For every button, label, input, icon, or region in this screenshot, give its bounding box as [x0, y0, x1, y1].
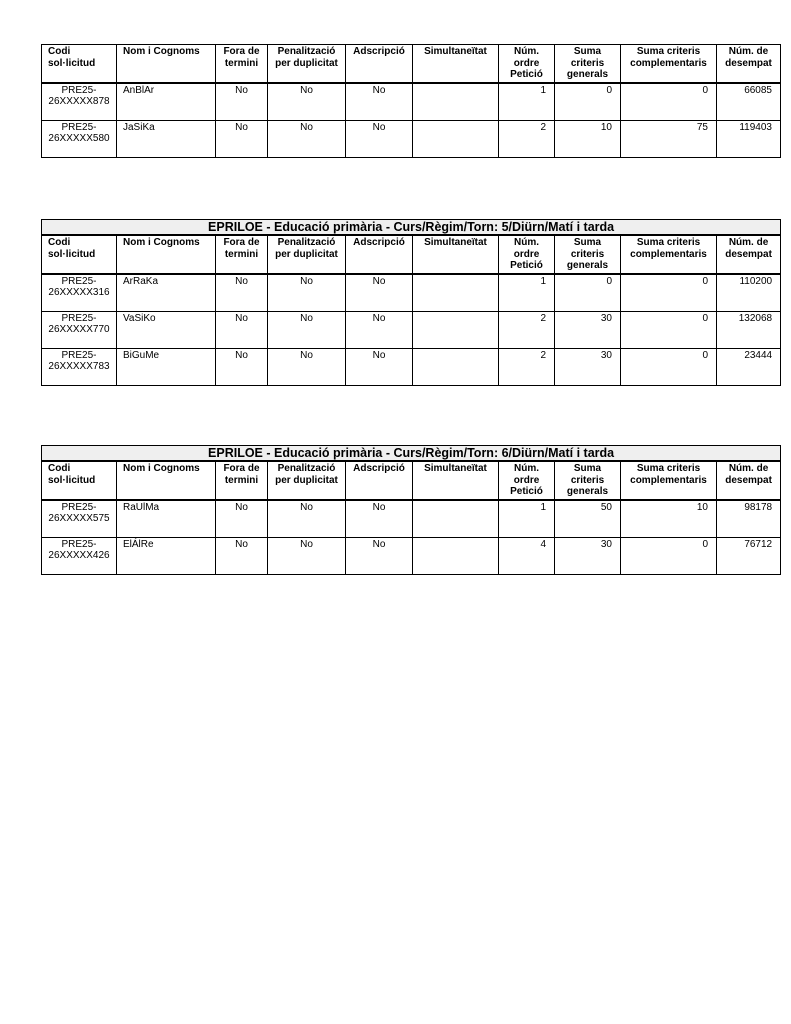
header-row [42, 45, 781, 83]
cell-codi: PRE25-26XXXXX580 [42, 120, 117, 157]
cell-ordre: 4 [499, 537, 555, 574]
cell-adscripcio: No [346, 537, 413, 574]
cell-suma-gen: 30 [555, 348, 621, 385]
cell-desempat: 23444 [717, 348, 781, 385]
cell-penal: No [268, 311, 346, 348]
table-row [42, 311, 781, 348]
cell-penal: No [268, 500, 346, 538]
cell-fora: No [216, 500, 268, 538]
col-header-penal: Penalització per duplicitat [268, 45, 346, 83]
cell-codi: PRE25-26XXXXX316 [42, 274, 117, 312]
col-header-desempat: Núm. de desempat [717, 45, 781, 83]
col-header-suma-gen: Suma criteris generals [555, 461, 621, 500]
cell-codi: PRE25-26XXXXX770 [42, 311, 117, 348]
cell-simult [413, 348, 499, 385]
col-header-ordre: Núm. ordre Petició [499, 235, 555, 274]
cell-ordre: 2 [499, 348, 555, 385]
applicants-table-curs-5 [41, 219, 781, 386]
cell-penal: No [268, 83, 346, 121]
cell-desempat: 132068 [717, 311, 781, 348]
table-title-row [42, 220, 781, 236]
cell-codi: PRE25-26XXXXX575 [42, 500, 117, 538]
cell-codi: PRE25-26XXXXX783 [42, 348, 117, 385]
cell-penal: No [268, 120, 346, 157]
cell-nom: JaSiKa [117, 120, 216, 157]
table-row [42, 83, 781, 121]
applicants-table-continued [41, 44, 781, 158]
col-header-adscripcio: Adscripció [346, 461, 413, 500]
col-header-codi: Codi sol·licitud [42, 45, 117, 83]
cell-ordre: 1 [499, 274, 555, 312]
col-header-suma-comp: Suma criteris complementaris [621, 45, 717, 83]
col-header-desempat: Núm. de desempat [717, 461, 781, 500]
cell-desempat: 66085 [717, 83, 781, 121]
cell-desempat: 110200 [717, 274, 781, 312]
col-header-simult: Simultaneïtat [413, 235, 499, 274]
col-header-nom: Nom i Cognoms [117, 235, 216, 274]
table-title: EPRILOE - Educació primària - Curs/Règim/Torn: 5/Diürn/Matí i tarda [42, 220, 781, 236]
table-row [42, 120, 781, 157]
cell-suma-gen: 30 [555, 311, 621, 348]
cell-nom: BiGuMe [117, 348, 216, 385]
col-header-penal: Penalització per duplicitat [268, 235, 346, 274]
applicants-table-curs-6 [41, 445, 781, 575]
cell-nom: VaSiKo [117, 311, 216, 348]
col-header-suma-gen: Suma criteris generals [555, 235, 621, 274]
table-row [42, 274, 781, 312]
cell-ordre: 1 [499, 500, 555, 538]
cell-simult [413, 83, 499, 121]
cell-adscripcio: No [346, 311, 413, 348]
col-header-ordre: Núm. ordre Petició [499, 45, 555, 83]
cell-penal: No [268, 537, 346, 574]
cell-simult [413, 537, 499, 574]
cell-ordre: 2 [499, 120, 555, 157]
table-row [42, 500, 781, 538]
header-row [42, 461, 781, 500]
cell-nom: ArRaKa [117, 274, 216, 312]
cell-suma-comp: 0 [621, 537, 717, 574]
cell-nom: RaUlMa [117, 500, 216, 538]
cell-suma-gen: 50 [555, 500, 621, 538]
cell-fora: No [216, 274, 268, 312]
cell-suma-comp: 0 [621, 274, 717, 312]
col-header-nom: Nom i Cognoms [117, 461, 216, 500]
table-title: EPRILOE - Educació primària - Curs/Règim/Torn: 6/Diürn/Matí i tarda [42, 446, 781, 462]
col-header-codi: Codi sol·licitud [42, 235, 117, 274]
col-header-fora: Fora de termini [216, 45, 268, 83]
col-header-codi: Codi sol·licitud [42, 461, 117, 500]
cell-adscripcio: No [346, 274, 413, 312]
cell-penal: No [268, 348, 346, 385]
cell-nom: ElÁlRe [117, 537, 216, 574]
cell-suma-gen: 30 [555, 537, 621, 574]
col-header-penal: Penalització per duplicitat [268, 461, 346, 500]
cell-suma-comp: 75 [621, 120, 717, 157]
col-header-suma-gen: Suma criteris generals [555, 45, 621, 83]
header-row [42, 235, 781, 274]
cell-simult [413, 311, 499, 348]
cell-suma-comp: 10 [621, 500, 717, 538]
col-header-desempat: Núm. de desempat [717, 235, 781, 274]
cell-adscripcio: No [346, 348, 413, 385]
cell-adscripcio: No [346, 500, 413, 538]
col-header-fora: Fora de termini [216, 461, 268, 500]
cell-penal: No [268, 274, 346, 312]
cell-ordre: 1 [499, 83, 555, 121]
cell-simult [413, 120, 499, 157]
cell-codi: PRE25-26XXXXX426 [42, 537, 117, 574]
cell-adscripcio: No [346, 120, 413, 157]
col-header-simult: Simultaneïtat [413, 45, 499, 83]
col-header-nom: Nom i Cognoms [117, 45, 216, 83]
cell-ordre: 2 [499, 311, 555, 348]
col-header-adscripcio: Adscripció [346, 235, 413, 274]
col-header-suma-comp: Suma criteris complementaris [621, 461, 717, 500]
cell-simult [413, 274, 499, 312]
col-header-fora: Fora de termini [216, 235, 268, 274]
cell-fora: No [216, 311, 268, 348]
table-row [42, 348, 781, 385]
col-header-simult: Simultaneïtat [413, 461, 499, 500]
cell-simult [413, 500, 499, 538]
cell-adscripcio: No [346, 83, 413, 121]
cell-fora: No [216, 120, 268, 157]
col-header-adscripcio: Adscripció [346, 45, 413, 83]
cell-suma-gen: 10 [555, 120, 621, 157]
cell-fora: No [216, 537, 268, 574]
cell-nom: AnBlAr [117, 83, 216, 121]
cell-suma-gen: 0 [555, 274, 621, 312]
cell-fora: No [216, 348, 268, 385]
table-title-row [42, 446, 781, 462]
cell-desempat: 119403 [717, 120, 781, 157]
cell-codi: PRE25-26XXXXX878 [42, 83, 117, 121]
cell-desempat: 76712 [717, 537, 781, 574]
cell-suma-comp: 0 [621, 348, 717, 385]
cell-suma-comp: 0 [621, 83, 717, 121]
col-header-suma-comp: Suma criteris complementaris [621, 235, 717, 274]
cell-suma-gen: 0 [555, 83, 621, 121]
cell-suma-comp: 0 [621, 311, 717, 348]
col-header-ordre: Núm. ordre Petició [499, 461, 555, 500]
cell-fora: No [216, 83, 268, 121]
cell-desempat: 98178 [717, 500, 781, 538]
table-row [42, 537, 781, 574]
